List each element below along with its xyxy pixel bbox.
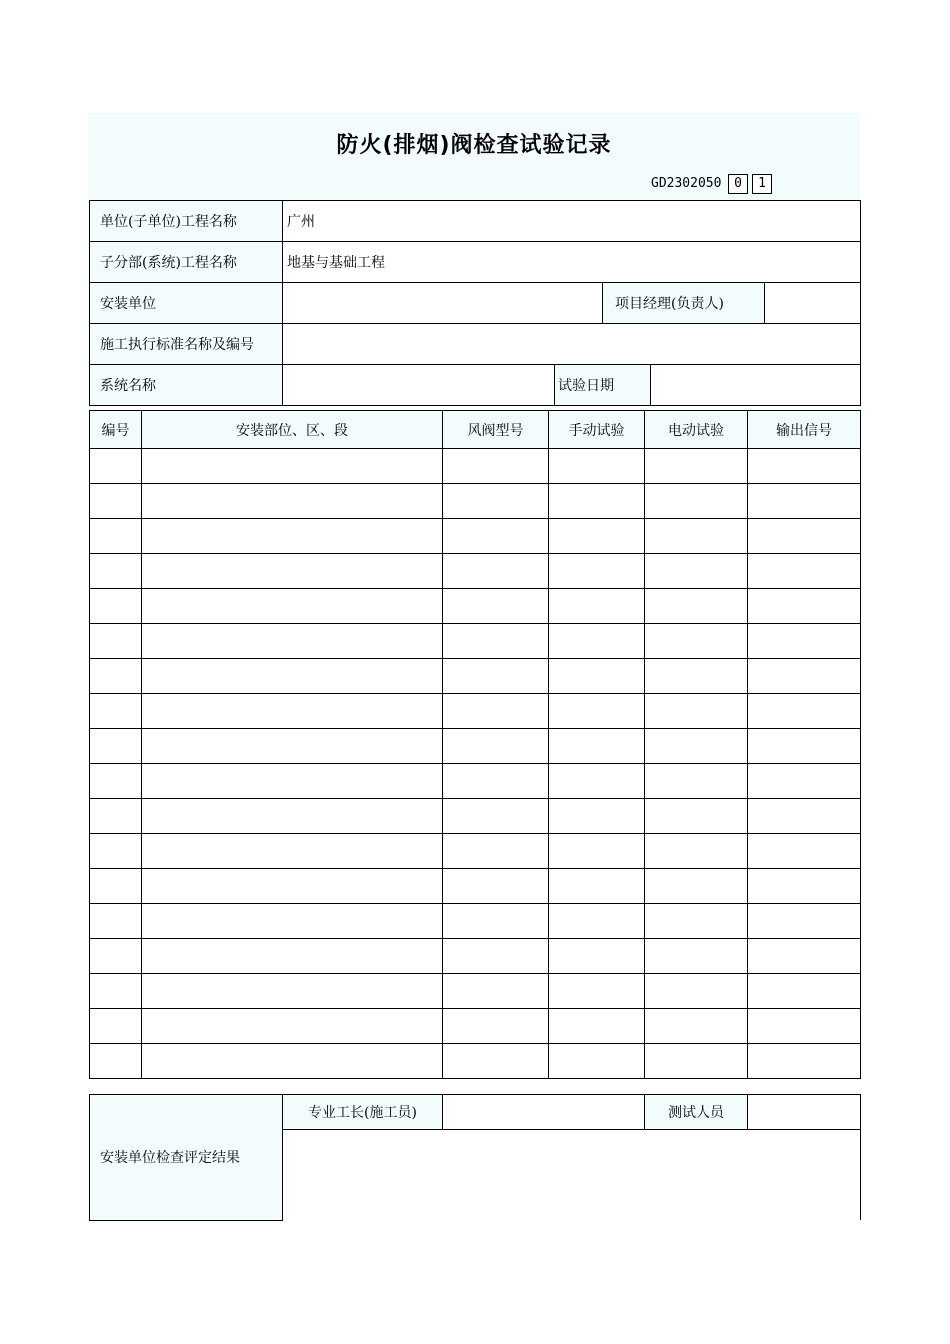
cell-number[interactable] — [90, 589, 142, 624]
cell-valve-model[interactable] — [443, 484, 549, 519]
cell-output-signal[interactable] — [748, 694, 861, 729]
table-row — [90, 974, 861, 1009]
cell-location[interactable] — [142, 904, 443, 939]
cell-valve-model[interactable] — [443, 694, 549, 729]
cell-output-signal[interactable] — [748, 974, 861, 1009]
cell-location[interactable] — [142, 799, 443, 834]
cell-location[interactable] — [142, 834, 443, 869]
cell-number[interactable] — [90, 904, 142, 939]
result-section — [89, 1094, 861, 1221]
cell-output-signal[interactable] — [748, 589, 861, 624]
cell-number[interactable] — [90, 449, 142, 484]
cell-location[interactable] — [142, 694, 443, 729]
cell-output-signal[interactable] — [748, 1009, 861, 1044]
table-row — [90, 799, 861, 834]
test-date-label: 试验日期 — [555, 365, 651, 406]
cell-location[interactable] — [142, 1009, 443, 1044]
table-row — [90, 519, 861, 554]
sub-division-label: 子分部(系统)工程名称 — [90, 242, 283, 283]
cell-valve-model[interactable] — [443, 1044, 549, 1079]
cell-electric-test[interactable] — [645, 729, 748, 764]
cell-valve-model[interactable] — [443, 904, 549, 939]
table-row — [90, 729, 861, 764]
cell-valve-model[interactable] — [443, 799, 549, 834]
cell-electric-test[interactable] — [645, 834, 748, 869]
cell-manual-test[interactable] — [549, 799, 645, 834]
cell-number[interactable] — [90, 764, 142, 799]
form-code-box-2[interactable]: 1 — [752, 174, 772, 194]
table-row — [90, 484, 861, 519]
cell-manual-test[interactable] — [549, 589, 645, 624]
info-table — [89, 200, 861, 406]
cell-valve-model[interactable] — [443, 974, 549, 1009]
cell-electric-test[interactable] — [645, 554, 748, 589]
cell-output-signal[interactable] — [748, 484, 861, 519]
cell-number[interactable] — [90, 624, 142, 659]
cell-output-signal[interactable] — [748, 729, 861, 764]
table-header-row — [90, 411, 861, 449]
cell-valve-model[interactable] — [443, 624, 549, 659]
tester-value[interactable] — [748, 1095, 861, 1130]
cell-location[interactable] — [142, 589, 443, 624]
table-row — [90, 624, 861, 659]
cell-number[interactable] — [90, 519, 142, 554]
cell-electric-test[interactable] — [645, 694, 748, 729]
test-date-value[interactable] — [651, 365, 861, 406]
col-header-manual-test: 手动试验 — [549, 411, 645, 449]
cell-output-signal[interactable] — [748, 799, 861, 834]
cell-electric-test[interactable] — [645, 1044, 748, 1079]
cell-electric-test[interactable] — [645, 659, 748, 694]
cell-valve-model[interactable] — [443, 764, 549, 799]
cell-electric-test[interactable] — [645, 939, 748, 974]
cell-location[interactable] — [142, 729, 443, 764]
install-unit-value[interactable] — [283, 283, 603, 324]
cell-number[interactable] — [90, 729, 142, 764]
cell-number[interactable] — [90, 939, 142, 974]
cell-output-signal[interactable] — [748, 869, 861, 904]
col-header-electric-test: 电动试验 — [645, 411, 748, 449]
cell-electric-test[interactable] — [645, 1009, 748, 1044]
cell-manual-test[interactable] — [549, 974, 645, 1009]
table-row — [90, 1009, 861, 1044]
sub-division-value[interactable]: 地基与基础工程 — [283, 242, 861, 283]
cell-output-signal[interactable] — [748, 659, 861, 694]
cell-number[interactable] — [90, 694, 142, 729]
system-name-label: 系统名称 — [90, 365, 283, 406]
cell-output-signal[interactable] — [748, 554, 861, 589]
cell-output-signal[interactable] — [748, 904, 861, 939]
cell-output-signal[interactable] — [748, 939, 861, 974]
table-row — [90, 869, 861, 904]
cell-valve-model[interactable] — [443, 589, 549, 624]
cell-location[interactable] — [142, 764, 443, 799]
cell-location[interactable] — [142, 1044, 443, 1079]
cell-electric-test[interactable] — [645, 589, 748, 624]
cell-number[interactable] — [90, 659, 142, 694]
cell-valve-model[interactable] — [443, 834, 549, 869]
tester-label: 测试人员 — [645, 1095, 748, 1130]
cell-number[interactable] — [90, 799, 142, 834]
cell-manual-test[interactable] — [549, 554, 645, 589]
form-code: GD2302050 — [651, 176, 722, 191]
cell-output-signal[interactable] — [748, 449, 861, 484]
table-row — [90, 764, 861, 799]
cell-output-signal[interactable] — [748, 1044, 861, 1079]
table-row — [90, 904, 861, 939]
cell-location[interactable] — [142, 484, 443, 519]
system-name-value[interactable] — [283, 365, 555, 406]
project-manager-label: 项目经理(负责人) — [603, 283, 765, 324]
cell-manual-test[interactable] — [549, 904, 645, 939]
cell-manual-test[interactable] — [549, 449, 645, 484]
cell-manual-test[interactable] — [549, 659, 645, 694]
cell-output-signal[interactable] — [748, 834, 861, 869]
cell-electric-test[interactable] — [645, 449, 748, 484]
cell-manual-test[interactable] — [549, 484, 645, 519]
cell-manual-test[interactable] — [549, 764, 645, 799]
cell-number[interactable] — [90, 1044, 142, 1079]
cell-manual-test[interactable] — [549, 1044, 645, 1079]
cell-electric-test[interactable] — [645, 904, 748, 939]
cell-location[interactable] — [142, 624, 443, 659]
cell-electric-test[interactable] — [645, 974, 748, 1009]
cell-location[interactable] — [142, 554, 443, 589]
table-row — [90, 659, 861, 694]
cell-output-signal[interactable] — [748, 519, 861, 554]
col-header-location: 安装部位、区、段 — [142, 411, 443, 449]
foreman-label: 专业工长(施工员) — [283, 1095, 443, 1130]
install-unit-label: 安装单位 — [90, 283, 283, 324]
result-label: 安装单位检查评定结果 — [90, 1095, 283, 1221]
cell-manual-test[interactable] — [549, 939, 645, 974]
cell-location[interactable] — [142, 519, 443, 554]
cell-manual-test[interactable] — [549, 1009, 645, 1044]
cell-valve-model[interactable] — [443, 729, 549, 764]
cell-location[interactable] — [142, 974, 443, 1009]
cell-electric-test[interactable] — [645, 869, 748, 904]
table-row — [90, 1044, 861, 1079]
cell-number[interactable] — [90, 484, 142, 519]
col-header-output-signal: 输出信号 — [748, 411, 861, 449]
project-manager-value[interactable] — [765, 283, 861, 324]
cell-location[interactable] — [142, 449, 443, 484]
cell-output-signal[interactable] — [748, 764, 861, 799]
cell-valve-model[interactable] — [443, 939, 549, 974]
cell-number[interactable] — [90, 1009, 142, 1044]
standard-label: 施工执行标准名称及编号 — [90, 324, 283, 365]
cell-valve-model[interactable] — [443, 869, 549, 904]
table-row — [90, 589, 861, 624]
cell-manual-test[interactable] — [549, 519, 645, 554]
unit-project-value[interactable]: 广州 — [283, 201, 861, 242]
col-header-number: 编号 — [90, 411, 142, 449]
standard-value[interactable] — [283, 324, 861, 365]
cell-valve-model[interactable] — [443, 519, 549, 554]
table-row — [90, 449, 861, 484]
cell-electric-test[interactable] — [645, 799, 748, 834]
cell-electric-test[interactable] — [645, 519, 748, 554]
cell-valve-model[interactable] — [443, 1009, 549, 1044]
table-row — [90, 554, 861, 589]
cell-number[interactable] — [90, 834, 142, 869]
table-row — [90, 939, 861, 974]
result-value[interactable] — [283, 1130, 861, 1221]
cell-electric-test[interactable] — [645, 484, 748, 519]
cell-valve-model[interactable] — [443, 449, 549, 484]
table-row — [90, 834, 861, 869]
cell-location[interactable] — [142, 659, 443, 694]
cell-output-signal[interactable] — [748, 624, 861, 659]
cell-manual-test[interactable] — [549, 624, 645, 659]
cell-number[interactable] — [90, 974, 142, 1009]
unit-project-label: 单位(子单位)工程名称 — [90, 201, 283, 242]
cell-valve-model[interactable] — [443, 554, 549, 589]
form-code-box-1[interactable]: 0 — [728, 174, 748, 194]
cell-manual-test[interactable] — [549, 869, 645, 904]
col-header-valve-model: 风阀型号 — [443, 411, 549, 449]
cell-location[interactable] — [142, 869, 443, 904]
cell-manual-test[interactable] — [549, 834, 645, 869]
cell-manual-test[interactable] — [549, 729, 645, 764]
cell-location[interactable] — [142, 939, 443, 974]
valve-test-table — [89, 410, 861, 1079]
cell-electric-test[interactable] — [645, 764, 748, 799]
table-row — [90, 694, 861, 729]
cell-number[interactable] — [90, 554, 142, 589]
cell-valve-model[interactable] — [443, 659, 549, 694]
page-title: 防火(排烟)阀检查试验记录 — [336, 133, 612, 158]
cell-electric-test[interactable] — [645, 624, 748, 659]
cell-number[interactable] — [90, 869, 142, 904]
cell-manual-test[interactable] — [549, 694, 645, 729]
foreman-value[interactable] — [443, 1095, 645, 1130]
